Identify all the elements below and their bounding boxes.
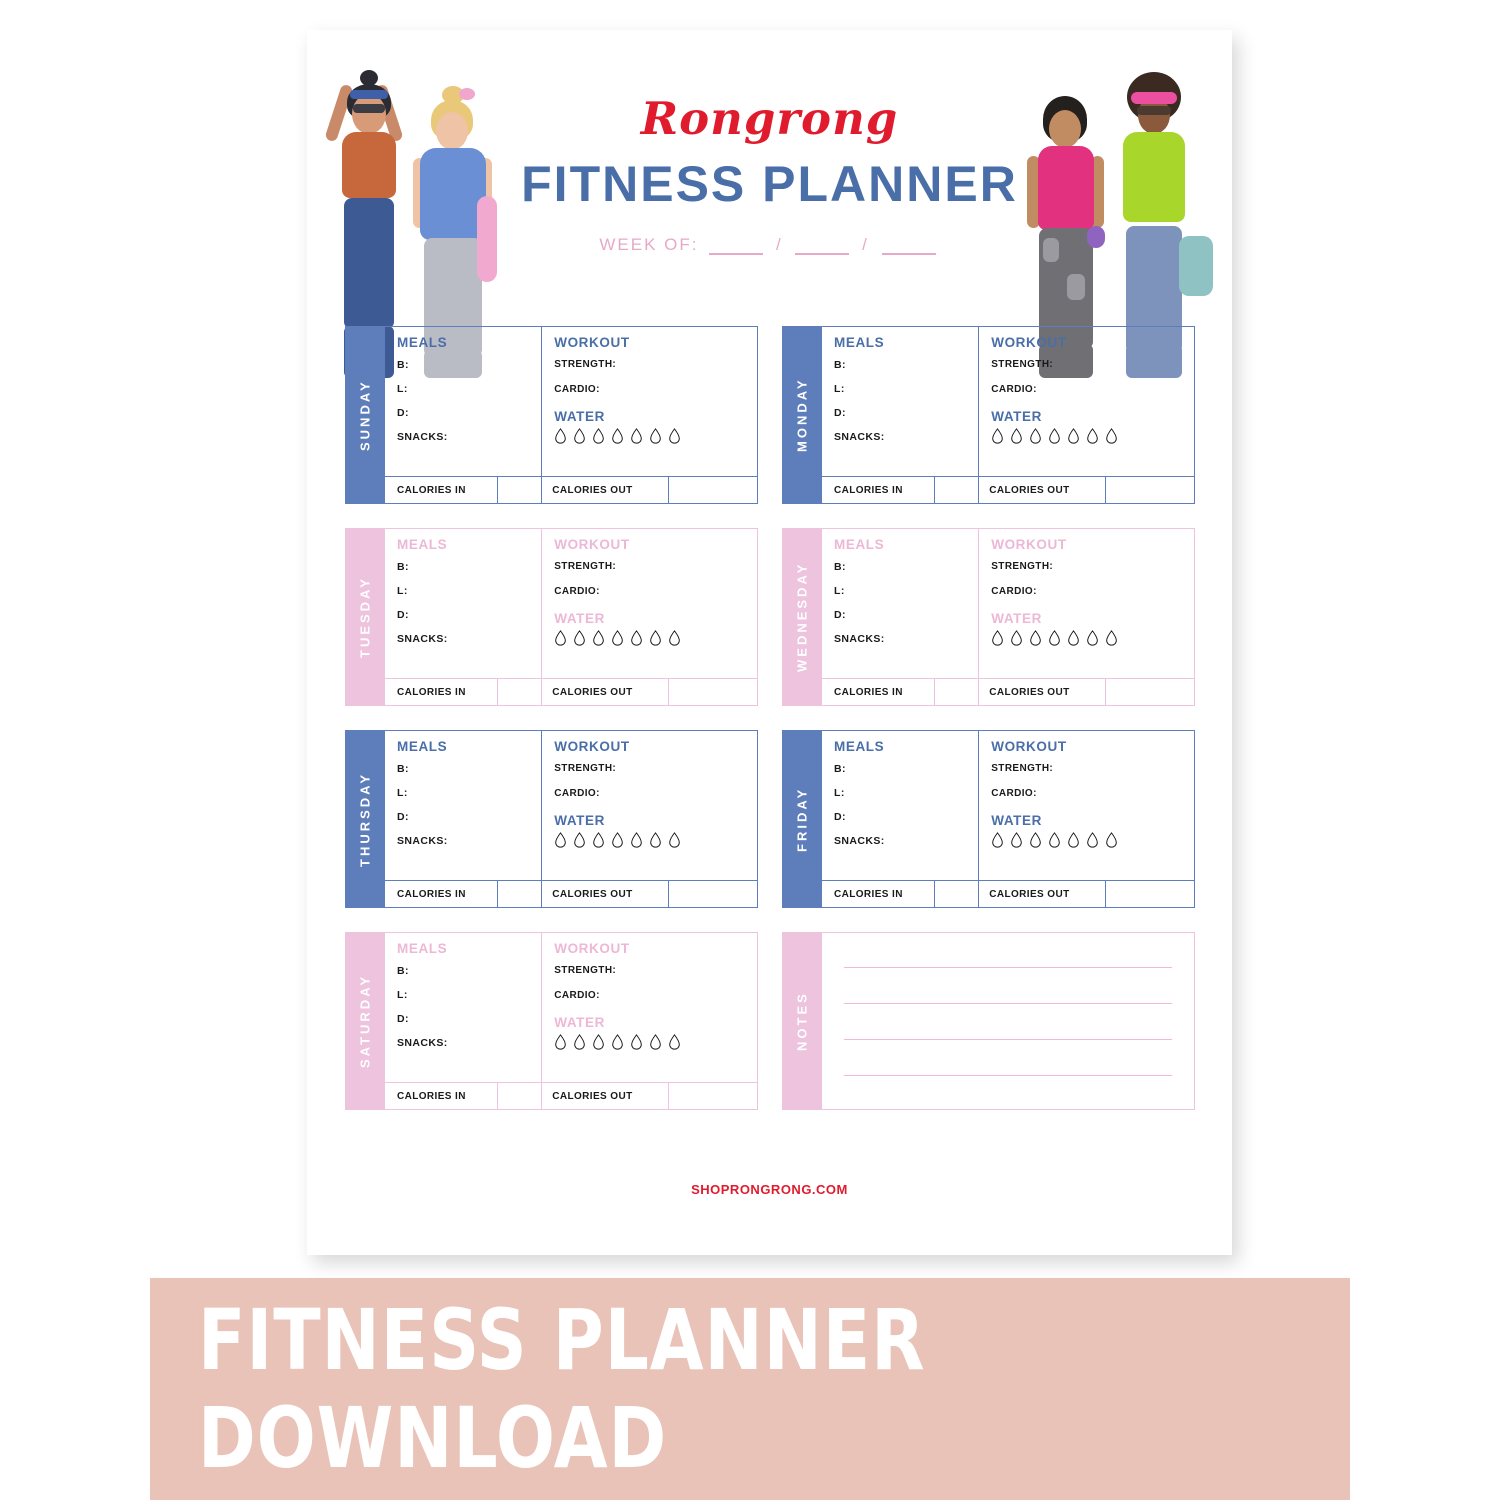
water-drop-icon[interactable] (649, 832, 662, 848)
dinner-field[interactable]: D: (397, 811, 409, 823)
water-drop-icon[interactable] (668, 428, 681, 444)
calories-in-label: CALORIES IN (834, 686, 903, 698)
dinner-field[interactable]: D: (397, 1013, 409, 1025)
water-drop-icon[interactable] (1048, 832, 1061, 848)
meals-column (822, 529, 978, 678)
calories-out-label: CALORIES OUT (541, 679, 667, 705)
water-drop-icon[interactable] (1067, 832, 1080, 848)
week-of-year-blank[interactable] (882, 239, 936, 255)
week-grid (345, 326, 1195, 1134)
day-card-wednesday (782, 528, 1195, 706)
water-drop-icon[interactable] (991, 630, 1004, 646)
planner-sheet (307, 30, 1232, 1255)
calories-out-box[interactable] (668, 1083, 757, 1109)
dinner-field[interactable]: D: (397, 407, 409, 419)
water-heading: WATER (554, 813, 605, 828)
breakfast-field[interactable]: B: (397, 561, 409, 573)
water-drop-icon[interactable] (1010, 428, 1023, 444)
workout-column (978, 529, 1194, 678)
meals-heading: MEALS (397, 335, 448, 350)
water-drop-icon[interactable] (1010, 630, 1023, 646)
calories-in-label: CALORIES IN (397, 1090, 466, 1102)
water-drop-icon[interactable] (1086, 630, 1099, 646)
meals-heading: MEALS (834, 537, 885, 552)
water-drop-icon[interactable] (554, 832, 567, 848)
water-drops[interactable] (991, 832, 1184, 848)
planner-header (307, 30, 1232, 320)
workout-column (541, 327, 757, 476)
water-drop-icon[interactable] (611, 428, 624, 444)
strength-field[interactable]: STRENGTH: (554, 965, 617, 976)
calories-out-box[interactable] (668, 477, 757, 503)
lunch-field[interactable]: L: (397, 383, 408, 395)
water-drop-icon[interactable] (991, 428, 1004, 444)
water-drop-icon[interactable] (1067, 428, 1080, 444)
water-drops[interactable] (554, 832, 747, 848)
day-tab-wednesday: WEDNESDAY (782, 528, 822, 706)
water-drop-icon[interactable] (554, 1034, 567, 1050)
water-drops[interactable] (991, 428, 1184, 444)
water-heading: WATER (554, 611, 605, 626)
calories-in-label: CALORIES IN (834, 888, 903, 900)
lunch-field[interactable]: L: (397, 989, 408, 1001)
calories-out-label: CALORIES OUT (978, 881, 1104, 907)
meals-heading: MEALS (834, 335, 885, 350)
workout-heading: WORKOUT (991, 739, 1067, 754)
strength-field[interactable]: STRENGTH: (554, 763, 617, 774)
breakfast-field[interactable]: B: (397, 763, 409, 775)
workout-column (541, 933, 757, 1082)
cardio-field[interactable]: CARDIO: (991, 788, 1037, 799)
water-drop-icon[interactable] (1105, 630, 1118, 646)
strength-field[interactable]: STRENGTH: (991, 359, 1054, 370)
water-drop-icon[interactable] (573, 832, 586, 848)
download-banner (150, 1278, 1350, 1500)
lunch-field[interactable]: L: (834, 787, 845, 799)
calories-in-label: CALORIES IN (834, 484, 903, 496)
week-of-separator-1: / (775, 235, 783, 254)
banner-title: FITNESS PLANNER DOWNLOAD (198, 1291, 926, 1487)
day-card-saturday (345, 932, 758, 1110)
notes-tab: NOTES (782, 932, 822, 1110)
day-tab-thursday: THURSDAY (345, 730, 385, 908)
workout-heading: WORKOUT (991, 335, 1067, 350)
lunch-field[interactable]: L: (834, 585, 845, 597)
water-drop-icon[interactable] (1029, 832, 1042, 848)
week-of-separator-2: / (862, 235, 869, 254)
calories-out-box[interactable] (1105, 679, 1194, 705)
footer-website: SHOPRONGRONG.COM (691, 1182, 848, 1197)
snacks-field[interactable]: SNACKS: (834, 431, 885, 443)
cardio-field[interactable]: CARDIO: (991, 586, 1037, 597)
calories-in-label: CALORIES IN (397, 686, 466, 698)
water-drop-icon[interactable] (573, 428, 586, 444)
dinner-field[interactable]: D: (834, 407, 846, 419)
dinner-field[interactable]: D: (397, 609, 409, 621)
notes-line[interactable] (844, 1002, 1172, 1004)
meals-heading: MEALS (397, 739, 448, 754)
day-tab-saturday: SATURDAY (345, 932, 385, 1110)
calories-out-label: CALORIES OUT (978, 477, 1104, 503)
brand-logo: Rongrong (640, 92, 899, 145)
breakfast-field[interactable]: B: (834, 763, 846, 775)
water-drop-icon[interactable] (592, 832, 605, 848)
day-card-tuesday (345, 528, 758, 706)
water-heading: WATER (991, 813, 1042, 828)
meals-column (385, 731, 541, 880)
water-drop-icon[interactable] (1105, 428, 1118, 444)
cardio-field[interactable]: CARDIO: (991, 384, 1037, 395)
calories-in-label: CALORIES IN (397, 888, 466, 900)
workout-heading: WORKOUT (554, 335, 630, 350)
meals-heading: MEALS (397, 941, 448, 956)
notes-line[interactable] (844, 966, 1172, 968)
notes-card (782, 932, 1195, 1110)
day-card-friday (782, 730, 1195, 908)
water-drop-icon[interactable] (991, 832, 1004, 848)
day-card-thursday (345, 730, 758, 908)
week-of-day-blank[interactable] (795, 239, 849, 255)
meals-heading: MEALS (397, 537, 448, 552)
lunch-field[interactable]: L: (397, 585, 408, 597)
breakfast-field[interactable]: B: (397, 965, 409, 977)
water-drop-icon[interactable] (630, 1034, 643, 1050)
lunch-field[interactable]: L: (397, 787, 408, 799)
notes-line[interactable] (844, 1038, 1172, 1040)
grid-row (345, 932, 1195, 1110)
workout-heading: WORKOUT (554, 739, 630, 754)
water-drop-icon[interactable] (592, 630, 605, 646)
notes-line[interactable] (844, 1074, 1172, 1076)
snacks-field[interactable]: SNACKS: (397, 431, 448, 443)
week-of-field (307, 235, 1232, 255)
calories-in-box[interactable] (497, 477, 542, 503)
snacks-field[interactable]: SNACKS: (397, 1037, 448, 1049)
week-of-month-blank[interactable] (709, 239, 763, 255)
workout-column (541, 529, 757, 678)
snacks-field[interactable]: SNACKS: (397, 633, 448, 645)
water-drop-icon[interactable] (668, 630, 681, 646)
meals-column (385, 327, 541, 476)
strength-field[interactable]: STRENGTH: (991, 561, 1054, 572)
water-drop-icon[interactable] (1048, 630, 1061, 646)
water-drop-icon[interactable] (649, 428, 662, 444)
calories-in-box[interactable] (934, 679, 979, 705)
water-drop-icon[interactable] (630, 630, 643, 646)
calories-out-label: CALORIES OUT (541, 1083, 667, 1109)
calories-out-box[interactable] (1105, 477, 1194, 503)
water-drops[interactable] (554, 428, 747, 444)
workout-heading: WORKOUT (991, 537, 1067, 552)
day-tab-friday: FRIDAY (782, 730, 822, 908)
cardio-field[interactable]: CARDIO: (554, 586, 600, 597)
meals-column (822, 327, 978, 476)
calories-out-box[interactable] (668, 881, 757, 907)
dinner-field[interactable]: D: (834, 609, 846, 621)
calories-in-box[interactable] (497, 679, 542, 705)
day-tab-sunday: SUNDAY (345, 326, 385, 504)
page-title: FITNESS PLANNER (521, 156, 1018, 212)
water-drop-icon[interactable] (668, 832, 681, 848)
dinner-field[interactable]: D: (834, 811, 846, 823)
workout-heading: WORKOUT (554, 537, 630, 552)
water-drop-icon[interactable] (630, 832, 643, 848)
snacks-field[interactable]: SNACKS: (834, 835, 885, 847)
meals-column (385, 933, 541, 1082)
meals-column (385, 529, 541, 678)
water-drop-icon[interactable] (592, 428, 605, 444)
notes-body[interactable] (822, 932, 1195, 1110)
water-drop-icon[interactable] (611, 832, 624, 848)
water-drops[interactable] (554, 1034, 747, 1050)
day-tab-monday: MONDAY (782, 326, 822, 504)
strength-field[interactable]: STRENGTH: (554, 561, 617, 572)
meals-column (822, 731, 978, 880)
lunch-field[interactable]: L: (834, 383, 845, 395)
cardio-field[interactable]: CARDIO: (554, 384, 600, 395)
calories-out-box[interactable] (1105, 881, 1194, 907)
breakfast-field[interactable]: B: (834, 359, 846, 371)
water-drop-icon[interactable] (649, 630, 662, 646)
water-drop-icon[interactable] (1010, 832, 1023, 848)
water-drop-icon[interactable] (554, 630, 567, 646)
calories-out-label: CALORIES OUT (978, 679, 1104, 705)
water-drop-icon[interactable] (1029, 630, 1042, 646)
strength-field[interactable]: STRENGTH: (554, 359, 617, 370)
calories-in-box[interactable] (934, 881, 979, 907)
grid-row (345, 528, 1195, 706)
water-drop-icon[interactable] (573, 1034, 586, 1050)
strength-field[interactable]: STRENGTH: (991, 763, 1054, 774)
breakfast-field[interactable]: B: (397, 359, 409, 371)
calories-in-label: CALORIES IN (397, 484, 466, 496)
workout-heading: WORKOUT (554, 941, 630, 956)
day-tab-tuesday: TUESDAY (345, 528, 385, 706)
water-drop-icon[interactable] (592, 1034, 605, 1050)
water-drops[interactable] (554, 630, 747, 646)
water-drop-icon[interactable] (611, 1034, 624, 1050)
water-drop-icon[interactable] (1067, 630, 1080, 646)
calories-out-label: CALORIES OUT (541, 477, 667, 503)
calories-in-box[interactable] (497, 1083, 542, 1109)
calories-in-box[interactable] (497, 881, 542, 907)
water-drop-icon[interactable] (573, 630, 586, 646)
cardio-field[interactable]: CARDIO: (554, 788, 600, 799)
snacks-field[interactable]: SNACKS: (397, 835, 448, 847)
workout-column (978, 327, 1194, 476)
water-drop-icon[interactable] (1048, 428, 1061, 444)
cardio-field[interactable]: CARDIO: (554, 990, 600, 1001)
grid-row (345, 730, 1195, 908)
calories-out-label: CALORIES OUT (541, 881, 667, 907)
water-drop-icon[interactable] (1029, 428, 1042, 444)
water-drop-icon[interactable] (1086, 832, 1099, 848)
water-drop-icon[interactable] (630, 428, 643, 444)
day-card-monday (782, 326, 1195, 504)
water-drop-icon[interactable] (1105, 832, 1118, 848)
day-card-sunday (345, 326, 758, 504)
water-heading: WATER (991, 611, 1042, 626)
water-heading: WATER (554, 409, 605, 424)
meals-heading: MEALS (834, 739, 885, 754)
water-heading: WATER (554, 1015, 605, 1030)
workout-column (978, 731, 1194, 880)
week-of-label: WEEK OF: (599, 235, 699, 254)
water-drop-icon[interactable] (554, 428, 567, 444)
breakfast-field[interactable]: B: (834, 561, 846, 573)
grid-row (345, 326, 1195, 504)
snacks-field[interactable]: SNACKS: (834, 633, 885, 645)
workout-column (541, 731, 757, 880)
water-drop-icon[interactable] (1086, 428, 1099, 444)
water-heading: WATER (991, 409, 1042, 424)
calories-out-box[interactable] (668, 679, 757, 705)
water-drops[interactable] (991, 630, 1184, 646)
calories-in-box[interactable] (934, 477, 979, 503)
water-drop-icon[interactable] (668, 1034, 681, 1050)
water-drop-icon[interactable] (611, 630, 624, 646)
water-drop-icon[interactable] (649, 1034, 662, 1050)
